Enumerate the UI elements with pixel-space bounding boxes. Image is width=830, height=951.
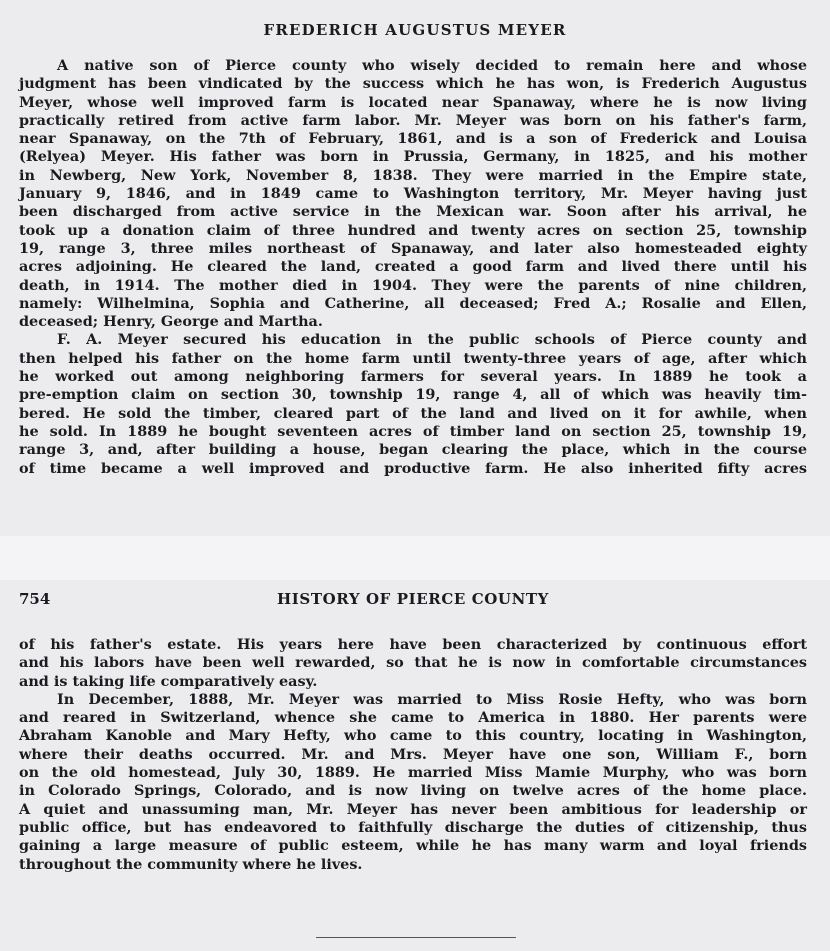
text-line: in Colorado Springs, Colorado, and is now living on twelve acres of the home place. [19, 782, 807, 800]
text-line: January 9, 1846, and in 1849 came to Washington territory, Mr. Meyer having just [19, 185, 807, 203]
text-line: he sold. In 1889 he bought seventeen acres of timber land on section 25, township 19, [19, 422, 807, 440]
text-line: pre-emption claim on section 30, township 19, range 4, all of which was heavily tim- [19, 386, 807, 404]
text-line: acres adjoining. He cleared the land, created a good farm and lived there until his [19, 258, 807, 276]
text-line: Abraham Kanoble and Mary Hefty, who came to this country, locating in Washington, [19, 727, 807, 745]
text-line: bered. He sold the timber, cleared part of the land and lived on it for awhile, when [19, 404, 807, 422]
text-line: 19, range 3, three miles northeast of Spanaway, and later also homesteaded eighty [19, 239, 807, 257]
text-line: gaining a large measure of public esteem, while he has many warm and loyal friends [19, 837, 807, 855]
running-header [19, 590, 807, 610]
text-line: and is taking life comparatively easy. [19, 672, 318, 690]
top-text-block [19, 57, 807, 478]
text-line: and his labors have been well rewarded, so that he is now in comfortable circumstances [19, 654, 807, 672]
text-line: throughout the community where he lives. [19, 855, 363, 873]
text-line: A quiet and unassuming man, Mr. Meyer has never been ambitious for leadership or [19, 800, 807, 818]
paragraph-3 [19, 636, 807, 691]
text-line: deceased; Henry, George and Martha. [19, 313, 323, 331]
text-line: where their deaths occurred. Mr. and Mrs. Meyer have one son, William F., born [19, 745, 807, 763]
bottom-text-block [19, 636, 807, 874]
text-line: he worked out among neighboring farmers for several years. In 1889 he took a [19, 368, 807, 386]
text-line: in Newberg, New York, November 8, 1838. They were married in the Empire state, [19, 166, 807, 184]
text-line: took up a donation claim of three hundred and twenty acres on section 25, township [19, 221, 807, 239]
text-line: (Relyea) Meyer. His father was born in Prussia, Germany, in 1825, and his mother [19, 148, 807, 166]
text-line: death, in 1914. The mother died in 1904. They were the parents of nine children, [19, 276, 807, 294]
running-header-title: HISTORY OF PIERCE COUNTY [277, 590, 549, 608]
paragraph-1 [19, 57, 807, 331]
text-line: and reared in Switzerland, whence she came to America in 1880. Her parents were [19, 709, 807, 727]
paragraph-2 [19, 331, 807, 477]
text-line: Meyer, whose well improved farm is located near Spanaway, where he is now living [19, 93, 807, 111]
text-line: of time became a well improved and productive farm. He also inherited fifty acres [19, 459, 807, 477]
text-line: A native son of Pierce county who wisely decided to remain here and whose [57, 57, 807, 74]
text-line: near Spanaway, on the 7th of February, 1861, and is a son of Frederick and Louisa [19, 130, 807, 148]
article-title: FREDERICH AUGUSTUS MEYER [263, 21, 567, 39]
text-line: judgment has been vindicated by the success which he has won, is Frederich Augustus [19, 75, 807, 93]
text-line: namely: Wilhelmina, Sophia and Catherine, all deceased; Fred A.; Rosalie and Ellen, [19, 294, 807, 312]
section-end-rule [316, 937, 516, 938]
text-line: F. A. Meyer secured his education in the public schools of Pierce county and [57, 331, 807, 349]
text-line: on the old homestead, July 30, 1889. He married Miss Mamie Murphy, who was born [19, 764, 807, 782]
text-line: practically retired from active farm labor. Mr. Meyer was born on his father's farm, [19, 111, 807, 129]
text-line: of his father's estate. His years here have been characterized by continuous effort [19, 636, 807, 653]
paragraph-4 [19, 691, 807, 874]
text-line: then helped his father on the home farm until twenty-three years of age, after which [19, 349, 807, 367]
text-line: range 3, and, after building a house, began clearing the place, which in the course [19, 441, 807, 459]
text-line: been discharged from active service in the Mexican war. Soon after his arrival, he [19, 203, 807, 221]
text-line: public office, but has endeavored to faithfully discharge the duties of citizenship, thus [19, 818, 807, 836]
page-break-gap [0, 536, 830, 580]
page-number: 754 [19, 590, 51, 608]
text-line: In December, 1888, Mr. Meyer was married to Miss Rosie Hefty, who was born [57, 690, 807, 708]
